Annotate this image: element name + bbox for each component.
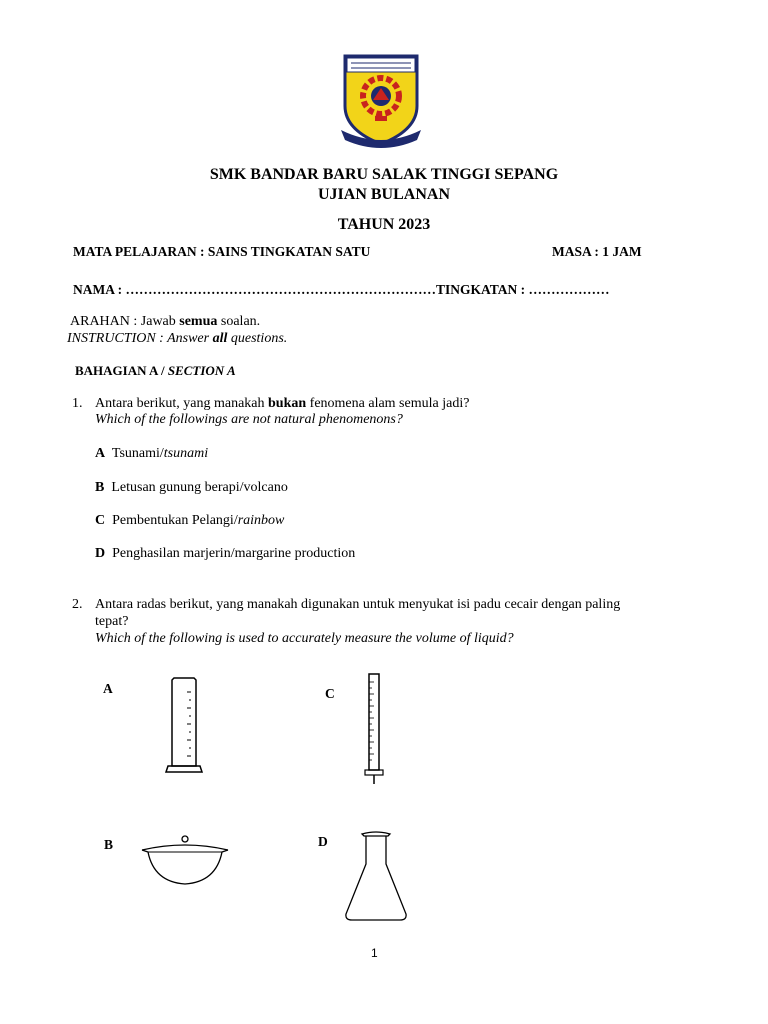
- burette-icon: [362, 672, 386, 786]
- q2-option-b-label[interactable]: B: [104, 837, 114, 852]
- option-text: Tsunami/: [111, 446, 164, 461]
- form-label: TINGKATAN :: [436, 282, 529, 297]
- option-letter: B: [95, 480, 105, 495]
- q1-text-prefix: Antara berikut, yang manakah: [95, 396, 268, 411]
- arahan-suffix: soalan.: [217, 314, 261, 329]
- instruction-line: [67, 331, 287, 347]
- section-heading: [75, 363, 236, 379]
- q1-option-b[interactable]: [95, 480, 288, 496]
- exam-title: UJIAN BULANAN: [317, 186, 450, 203]
- q1-text-emphasis: bukan: [268, 396, 307, 411]
- arahan-prefix: ARAHAN : Jawab: [70, 314, 180, 329]
- q1-number: 1.: [72, 396, 83, 411]
- q1-text: [95, 396, 469, 412]
- option-text-en: rainbow: [237, 513, 285, 528]
- arahan-line: [70, 314, 260, 330]
- name-blank: ……………………………………………………………: [125, 282, 436, 297]
- q1-text-suffix: fenomena alam semula jadi?: [306, 396, 470, 411]
- q2-text-line2: tepat?: [95, 614, 129, 629]
- school-name: SMK BANDAR BARU SALAK TINGGI SEPANG: [209, 166, 559, 183]
- q2-option-c-label[interactable]: C: [325, 686, 335, 701]
- section-label-en: SECTION A: [167, 363, 236, 378]
- q2-option-a-label[interactable]: A: [103, 681, 113, 696]
- q2-text-en: Which of the following is used to accurately measure the volume of liquid?: [95, 631, 514, 646]
- q2-number: 2.: [72, 597, 83, 612]
- option-letter: C: [95, 513, 106, 528]
- instruction-prefix: INSTRUCTION : Answer: [67, 331, 213, 346]
- q1-option-c[interactable]: [95, 513, 284, 529]
- option-text: Penghasilan marjerin/margarine production: [112, 546, 356, 561]
- form-blank: ………………: [528, 282, 610, 297]
- time-label: MASA : 1 JAM: [552, 244, 642, 259]
- q1-option-d[interactable]: [95, 546, 355, 562]
- name-line: [73, 282, 610, 298]
- instruction-suffix: questions.: [227, 331, 288, 346]
- option-text: Letusan gunung berapi/volcano: [111, 480, 288, 495]
- subject-label: MATA PELAJARAN : SAINS TINGKATAN SATU: [73, 244, 371, 259]
- option-letter: A: [95, 446, 106, 461]
- q1-option-a[interactable]: [95, 446, 208, 462]
- section-label: BAHAGIAN A /: [75, 363, 168, 378]
- q2-text-line1: Antara radas berikut, yang manakah digunakan untuk menyukat isi padu cecair dengan paling: [95, 597, 621, 612]
- name-label: NAMA :: [73, 282, 126, 297]
- option-text: Pembentukan Pelangi/: [112, 513, 238, 528]
- q2-option-d-label[interactable]: D: [318, 834, 328, 849]
- instruction-emphasis: all: [212, 331, 228, 346]
- conical-flask-icon: [340, 828, 412, 924]
- q1-text-en: Which of the followings are not natural phenomenons?: [95, 412, 403, 427]
- exam-year: TAHUN 2023: [337, 216, 431, 233]
- option-text-en: tsunami: [163, 446, 209, 461]
- measuring-cylinder-icon: [160, 674, 210, 776]
- school-crest-logo: [335, 50, 427, 150]
- option-letter: D: [95, 546, 106, 561]
- evaporating-dish-icon: [138, 832, 232, 888]
- page-number: 1: [371, 946, 378, 960]
- arahan-emphasis: semua: [179, 314, 218, 329]
